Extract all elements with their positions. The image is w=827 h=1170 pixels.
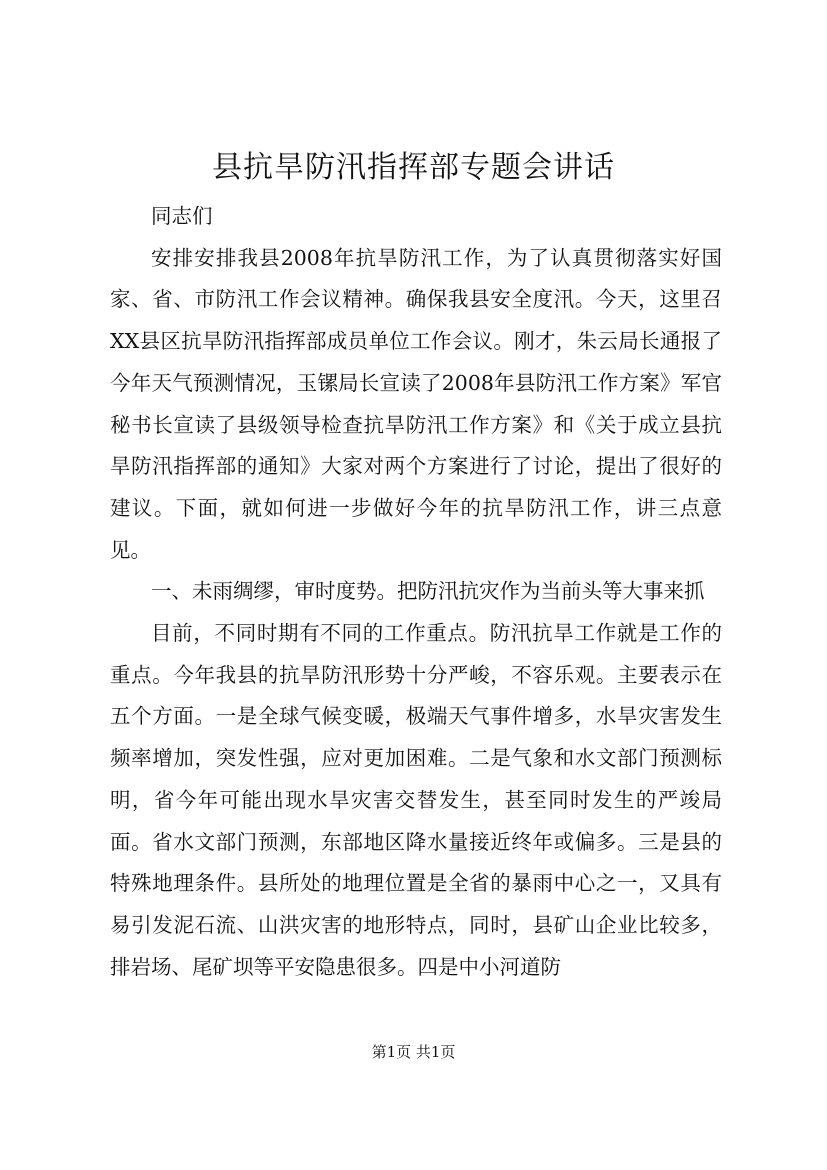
document-body xyxy=(110,196,722,988)
intro-paragraph: 安排安排我县2008年抗旱防汛工作，为了认真贯彻落实好国家、省、市防汛工作会议精神。确保我县安全度汛。今天，这里召XX县区抗旱防汛指挥部成员单位工作会议。刚才，朱云局长通报了今年天气预测情况，玉镙局长宣读了2008年县防汛工作方案》军官秘书长宣读了县级领导检查抗旱防汛工作方案》和《关于成立县抗旱防汛指挥部的通知》大家对两个方案进行了讨论，提出了很好的建议。下面，就如何进一步做好今年的抗旱防汛工作，讲三点意见。 xyxy=(110,245,722,562)
salutation-paragraph: 同志们 xyxy=(151,204,213,228)
document-title: 县抗旱防汛指挥部专题会讲话 xyxy=(212,150,615,185)
body-paragraph: 目前，不同时期有不同的工作重点。防汛抗旱工作就是工作的重点。今年我县的抗旱防汛形势十分严峻，不容乐观。主要表示在五个方面。一是全球气候变暖，极端天气事件增多，水旱灾害发生频率增加，突发性强，应对更加困难。二是气象和水文部门预测标明，省今年可能出现水旱灾害交替发生，甚至同时发生的严竣局面。省水文部门预测，东部地区降水量接近终年或偏多。三是县的特殊地理条件。县所处的地理位置是全省的暴雨中心之一，又具有易引发泥石流、山洪灾害的地形特点，同时，县矿山企业比较多，排岩场、尾矿坝等平安隐患很多。四是中小河道防 xyxy=(110,621,722,979)
page-number-footer: 第1页 共1页 xyxy=(371,1043,456,1061)
section-heading-1: 一、未雨绸缪，审时度势。把防汛抗灾作为当前头等大事来抓 xyxy=(151,579,705,604)
